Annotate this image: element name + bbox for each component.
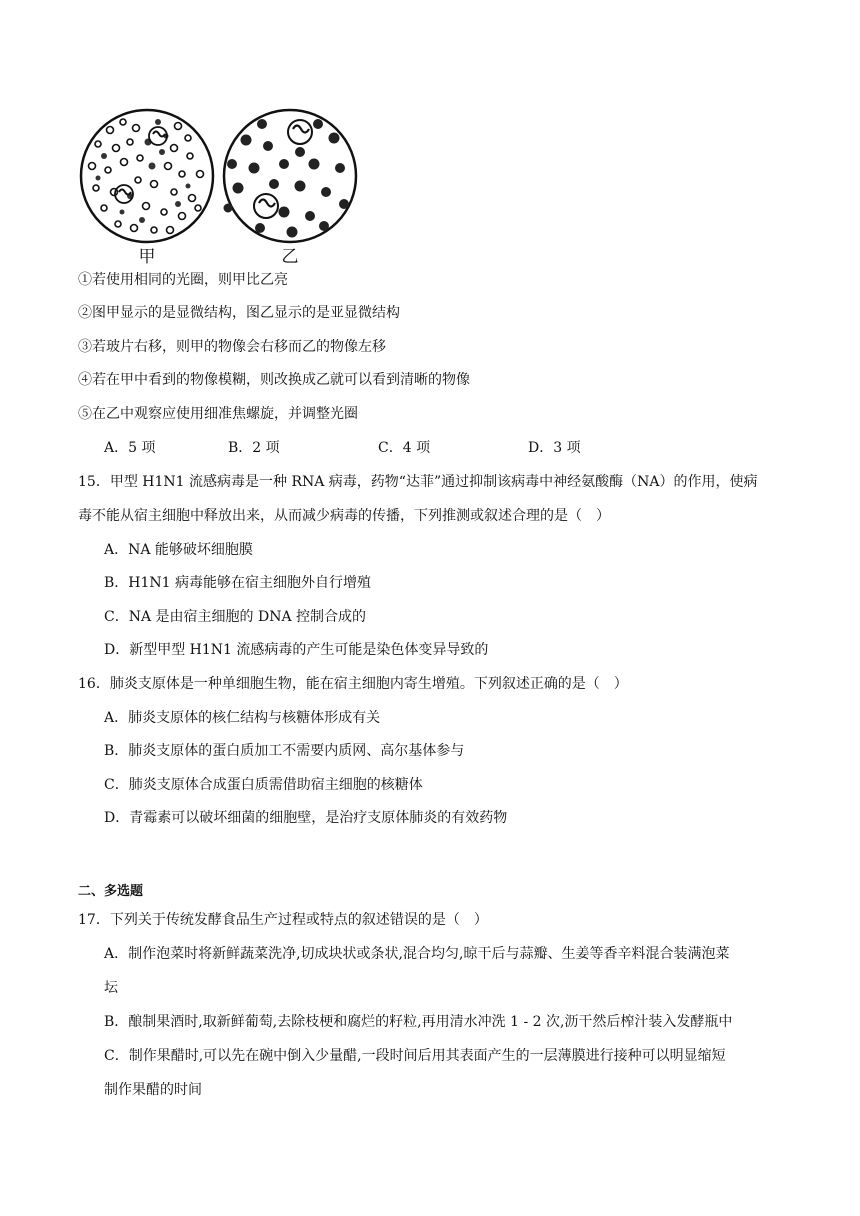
q16-option-a: A．肺炎支原体的核仁结构与核糖体形成有关 [104,710,381,726]
q14-option-b: B．2 项 [228,440,280,456]
q15-option-c: C．NA 是由宿主细胞的 DNA 控制合成的 [104,609,367,625]
section-title: 二、多选题 [78,884,144,899]
q16-option-c: C．肺炎支原体合成蛋白质需借助宿主细胞的核糖体 [104,777,423,793]
q16-stem: 16．肺炎支原体是一种单细胞生物，能在宿主细胞内寄生增殖。下列叙述正确的是（ ） [78,676,628,692]
q16-option-b: B．肺炎支原体的蛋白质加工不需要内质网、高尔基体参与 [104,743,465,759]
q17-option-c-line2: 制作果醋的时间 [104,1082,202,1098]
field-yi-label: 乙 [281,247,299,267]
q14-option-c: C．4 项 [378,440,431,456]
q14-statement-1: ①若使用相同的光圈，则甲比乙亮 [78,272,288,288]
q14-statement-3: ③若玻片右移，则甲的物像会右移而乙的物像左移 [78,339,386,355]
q17-option-a-line1: A．制作泡菜时将新鲜蔬菜洗净,切成块状或条状,混合均匀,晾干后与蒜瓣、生姜等香辛料混合装满泡菜 [104,946,730,962]
q15-option-d: D．新型甲型 H1N1 流感病毒的产生可能是染色体变异导致的 [104,642,489,658]
q16-option-d: D．青霉素可以破坏细菌的细胞壁，是治疗支原体肺炎的有效药物 [104,810,508,826]
q14-statement-2: ②图甲显示的是显微结构，图乙显示的是亚显微结构 [78,305,400,321]
q15-option-b: B．H1N1 病毒能够在宿主细胞外自行增殖 [104,575,372,591]
field-yi [224,110,357,267]
q17-option-b: B．酿制果酒时,取新鲜葡萄,去除枝梗和腐烂的籽粒,再用清水冲洗 1 - 2 次,沥干然后榨汁装入发酵瓶中 [104,1014,733,1030]
q15-stem-line1: 15．甲型 H1N1 流感病毒是一种 RNA 病毒，药物“达菲”通过抑制该病毒中神经氨酸酶（NA）的作用，使病 [78,474,758,490]
q14-option-a: A．5 项 [104,440,156,456]
q17-option-c-line1: C．制作果醋时,可以先在碗中倒入少量醋,一段时间后用其表面产生的一层薄膜进行接种可以明显缩短 [104,1048,726,1064]
q14-option-d: D．3 项 [528,440,581,456]
q14-statement-5: ⑤在乙中观察应使用细准焦螺旋，并调整光圈 [78,406,358,422]
q15-stem-line2: 毒不能从宿主细胞中释放出来，从而减少病毒的传播，下列推测或叙述合理的是（ ） [78,508,610,524]
q17-option-a-line2: 坛 [104,980,118,996]
q17-stem: 17．下列关于传统发酵食品生产过程或特点的叙述错误的是（ ） [78,912,488,928]
field-jia [81,110,213,267]
q14-statement-4: ④若在甲中看到的物像模糊，则改换成乙就可以看到清晰的物像 [78,372,470,388]
q15-option-a: A．NA 能够破坏细胞膜 [104,542,253,558]
field-jia-label: 甲 [138,247,156,267]
microscope-figure [78,108,378,268]
